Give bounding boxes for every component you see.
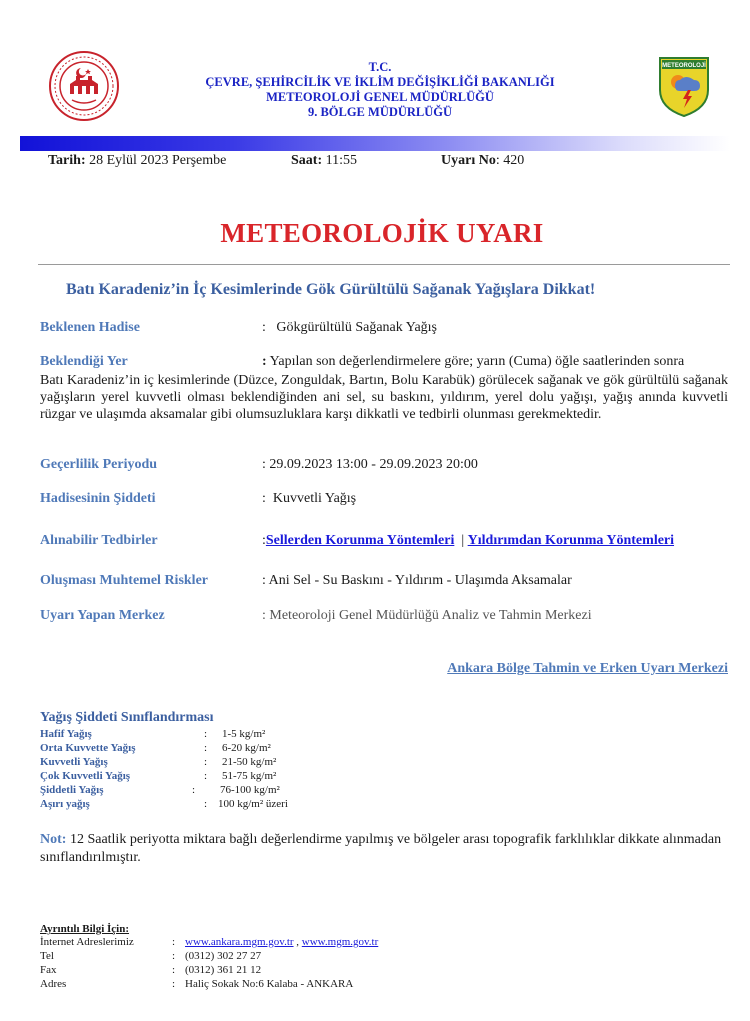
meteoroloji-logo-icon (658, 56, 710, 118)
fax-label: Fax (40, 964, 57, 976)
note-text: 12 Saatlik periyotta miktara bağlı değerlendirme yapılmış ve bölgeler arası topografik farklılıklar dikkate alınmadan sınıflandırılmıştır. (40, 832, 722, 865)
classification-name: Aşırı yağış (40, 798, 90, 810)
address-label: Adres (40, 978, 67, 990)
classification-name: Orta Kuvvette Yağış (40, 742, 136, 754)
classification-colon: : (204, 742, 208, 754)
document-header (0, 60, 750, 120)
classification-colon: : (204, 728, 208, 740)
logo-text: METEOROLOJİ (662, 63, 706, 69)
expected-place-description: Batı Karadeniz’in iç kesimlerinde (Düzce, Zonguldak, Bartın, Bolu Karabük) görülecek sağanak ve gök gürültülü sağanak yağışların yerel kuvvetli olması beklendiğinden ani sel, su baskını, yıldırım, yerel dolu yağışı, yağış anında kuvvetli rüzgar ve ulaşımda aksamalar gibi olumsuzluklara karşı dikkatli ve tedbirli olunması gerekmektedir. (40, 373, 728, 422)
flood-protection-link[interactable]: Sellerden Korunma Yöntemleri (265, 533, 455, 548)
warning-subtitle: Batı Karadeniz’in İç Kesimlerinde Gök Gürültülü Sağanak Yağışlara Dikkat! (66, 281, 596, 298)
date-label: Tarih: (48, 153, 86, 168)
info-colon: : (172, 936, 176, 948)
info-title: Ayrıntılı Bilgi İçin: (40, 923, 130, 935)
classification-name: Şiddetli Yağış (40, 784, 104, 796)
severity-value: : Kuvvetli Yağış (262, 491, 357, 506)
severity-label: Hadisesinin Şiddeti (40, 491, 156, 506)
fax-value: (0312) 361 21 12 (185, 964, 262, 976)
warning-number-label: Uyarı No (441, 153, 496, 168)
internet-label: İnternet Adreslerimiz (40, 936, 134, 948)
expected-event-label: Beklenen Hadise (40, 320, 140, 335)
tel-value: (0312) 302 27 27 (185, 950, 262, 962)
measures-label: Alınabilir Tedbirler (40, 533, 158, 548)
measures-colon: : (262, 533, 266, 548)
note (40, 831, 730, 867)
warning-number-field (441, 153, 524, 169)
date-field (48, 153, 226, 169)
header-line-2: ÇEVRE, ŞEHİRCİLİK VE İKLİM DEĞİŞİKLİĞİ BAKANLIĞI (205, 75, 555, 89)
classification-name: Kuvvetli Yağış (40, 756, 108, 768)
ankara-mgm-link[interactable]: www.ankara.mgm.gov.tr (185, 936, 294, 948)
lightning-protection-link[interactable]: Yıldırımdan Korunma Yöntemleri (467, 533, 675, 548)
classification-value: 6-20 kg/m² (222, 742, 271, 754)
note-label: Not: (40, 832, 67, 847)
address-value: Haliç Sokak No:6 Kalaba - ANKARA (185, 978, 354, 990)
classification-colon: : (204, 798, 208, 810)
page-title: METEOROLOJİK UYARI (220, 218, 544, 248)
info-colon: : (172, 978, 176, 990)
classification-title: Yağış Şiddeti Sınıflandırması (40, 710, 214, 725)
measures-separator: | (454, 533, 465, 548)
header-line-1: T.C. (368, 60, 392, 74)
classification-name: Çok Kuvvetli Yağış (40, 770, 131, 782)
risks-label: Oluşması Muhtemel Riskler (40, 573, 208, 588)
expected-place-colon: : (262, 354, 267, 369)
time-value: 11:55 (325, 153, 357, 168)
warning-number-value: : 420 (495, 153, 525, 168)
measures-links (262, 533, 674, 549)
center-value: : Meteoroloji Genel Müdürlüğü Analiz ve Tahmin Merkezi (262, 608, 592, 623)
classification-value: 76-100 kg/m² (220, 784, 280, 796)
internet-links (185, 936, 378, 948)
expected-place-first-line (262, 354, 728, 370)
classification-value: 100 kg/m² üzeri (218, 798, 288, 810)
regional-center-link[interactable]: Ankara Bölge Tahmin ve Erken Uyarı Merkezi (447, 661, 728, 676)
internet-separator: , (293, 936, 302, 948)
validity-label: Geçerlilik Periyodu (40, 457, 158, 472)
classification-colon: : (204, 770, 208, 782)
classification-colon: : (192, 784, 196, 796)
date-value: 28 Eylül 2023 Perşembe (89, 153, 227, 168)
expected-event-value: : Gökgürültülü Sağanak Yağış (262, 320, 437, 335)
header-line-4: 9. BÖLGE MÜDÜRLÜĞÜ (307, 105, 453, 119)
risks-value: : Ani Sel - Su Baskını - Yıldırım - Ulaşımda Aksamalar (262, 573, 572, 588)
tel-label: Tel (40, 950, 54, 962)
info-colon: : (172, 950, 176, 962)
time-field (291, 153, 357, 169)
expected-place-first-text: Yapılan son değerlendirmelere göre; yarın (Cuma) öğle saatlerinden sonra (266, 354, 685, 369)
classification-colon: : (204, 756, 208, 768)
validity-value: : 29.09.2023 13:00 - 29.09.2023 20:00 (262, 457, 478, 472)
center-label: Uyarı Yapan Merkez (40, 608, 165, 623)
time-label: Saat: (291, 153, 323, 168)
header-line-3: METEOROLOJİ GENEL MÜDÜRLÜĞÜ (266, 90, 494, 104)
info-colon: : (172, 964, 176, 976)
classification-name: Hafif Yağış (40, 728, 92, 740)
classification-value: 51-75 kg/m² (222, 770, 277, 782)
header-divider-bar (20, 136, 730, 151)
classification-value: 1-5 kg/m² (222, 728, 266, 740)
expected-place-label: Beklendiği Yer (40, 354, 128, 369)
mgm-link[interactable]: www.mgm.gov.tr (301, 936, 379, 948)
title-divider (38, 264, 730, 265)
classification-value: 21-50 kg/m² (222, 756, 277, 768)
regional-center-link-wrap (447, 659, 728, 677)
